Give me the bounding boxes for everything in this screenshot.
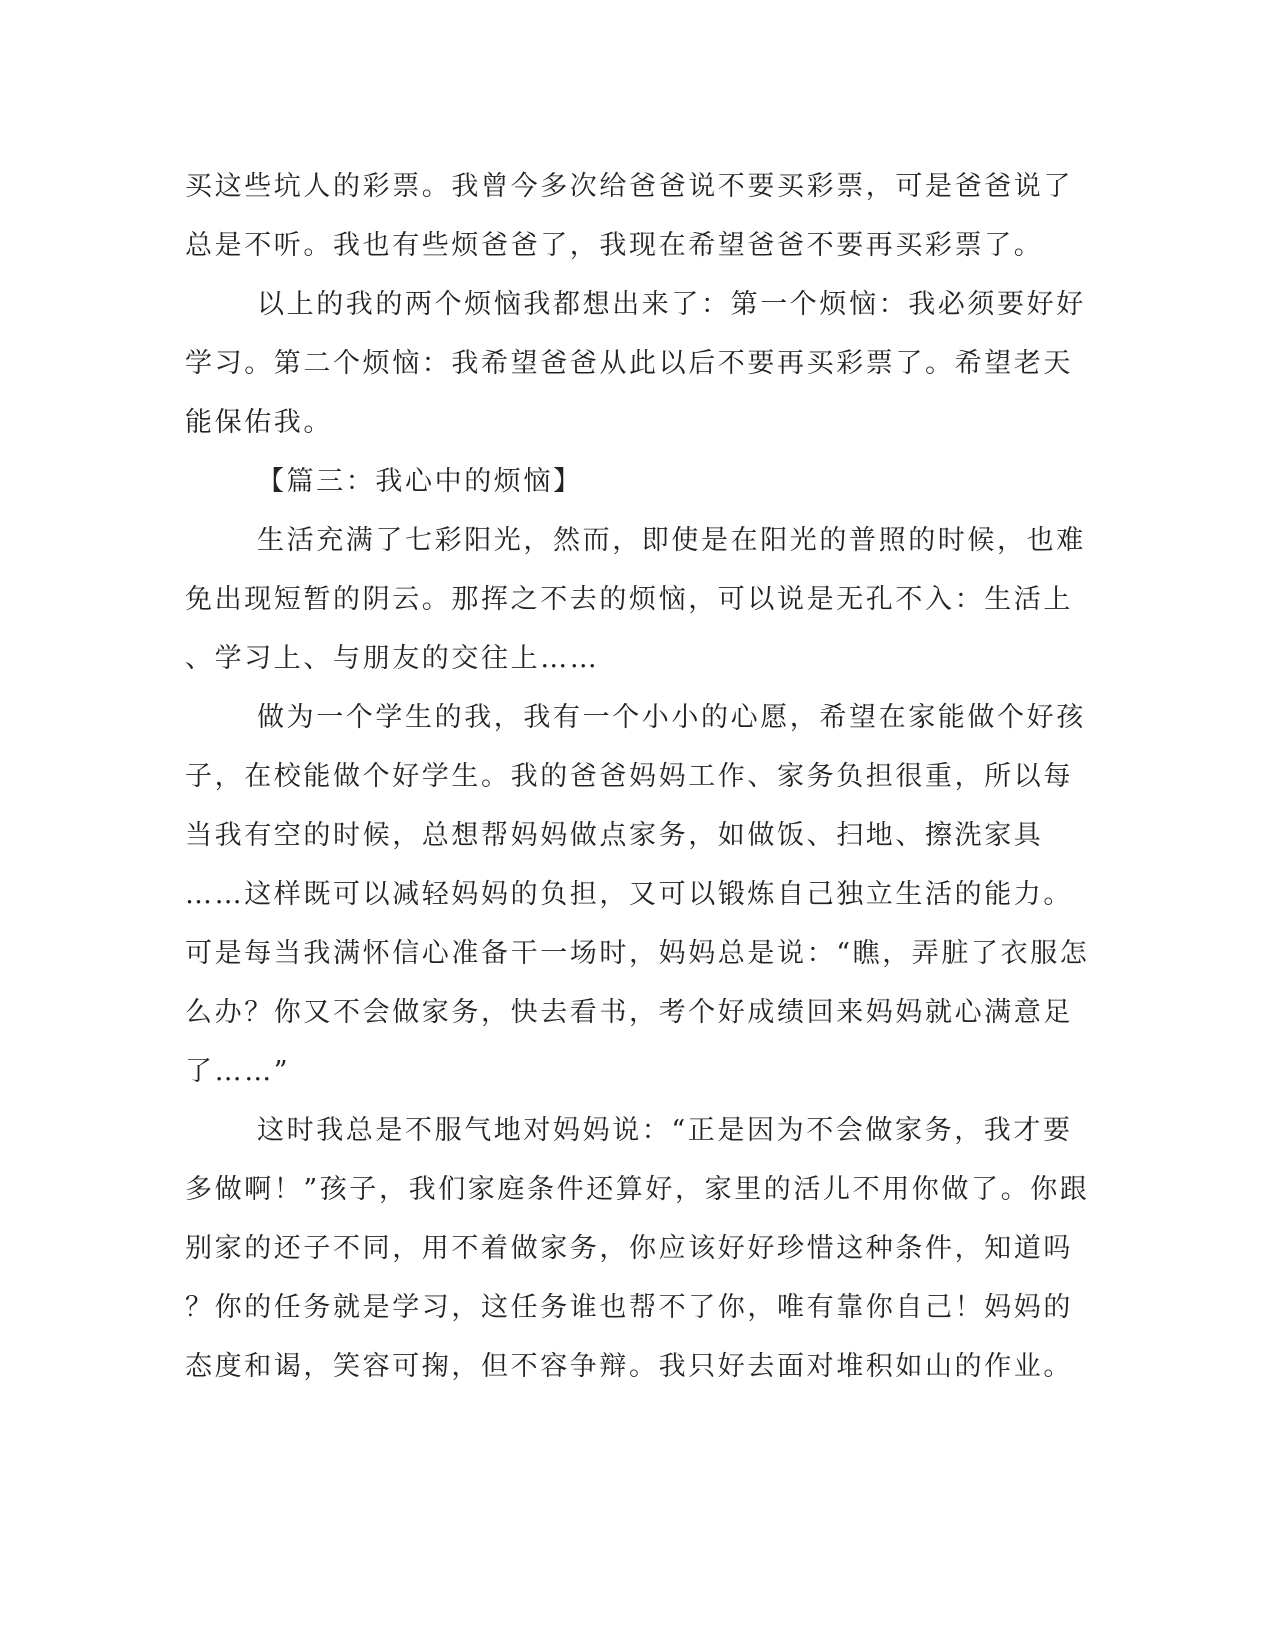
text-line-12: 当我有空的时候，总想帮妈妈做点家务，如做饭、扫地、擦洗家具: [185, 820, 1044, 851]
section-heading: 【篇三：我心中的烦恼】: [257, 466, 583, 497]
text-line-20: ？你的任务就是学习，这任务谁也帮不了你，唯有靠你自己！妈妈的: [185, 1292, 1073, 1323]
text-line-15: 么办？你又不会做家务，快去看书，考个好成绩回来妈妈就心满意足: [185, 997, 1073, 1028]
text-line-2: 总是不听。我也有些烦爸爸了，我现在希望爸爸不要再买彩票了。: [185, 230, 1044, 261]
text-line-13: ……这样既可以减轻妈妈的负担，又可以锻炼自己独立生活的能力。: [185, 879, 1073, 910]
text-line-10: 做为一个学生的我，我有一个小小的心愿，希望在家能做个好孩: [257, 702, 1086, 733]
text-line-16: 了……”: [185, 1056, 291, 1087]
text-line-3: 以上的我的两个烦恼我都想出来了：第一个烦恼：我必须要好好: [257, 289, 1086, 320]
text-line-18: 多做啊！”孩子，我们家庭条件还算好，家里的活儿不用你做了。你跟: [185, 1174, 1090, 1205]
text-line-14: 可是每当我满怀信心准备干一场时，妈妈总是说：“瞧，弄脏了衣服怎: [185, 938, 1090, 969]
text-line-17: 这时我总是不服气地对妈妈说：“正是因为不会做家务，我才要: [257, 1115, 1073, 1146]
text-line-7: 生活充满了七彩阳光，然而，即使是在阳光的普照的时候，也难: [257, 525, 1086, 556]
text-line-5: 能保佑我。: [185, 407, 333, 438]
document-body: [185, 157, 1090, 1396]
text-line-19: 别家的还子不同，用不着做家务，你应该好好珍惜这种条件，知道吗: [185, 1233, 1073, 1264]
text-line-1: 买这些坑人的彩票。我曾今多次给爸爸说不要买彩票，可是爸爸说了: [185, 171, 1073, 202]
text-line-9: 、学习上、与朋友的交往上……: [185, 643, 600, 674]
text-line-21: 态度和谒，笑容可掬，但不容争辩。我只好去面对堆积如山的作业。: [185, 1351, 1073, 1382]
text-line-4: 学习。第二个烦恼：我希望爸爸从此以后不要再买彩票了。希望老天: [185, 348, 1073, 379]
text-line-8: 免出现短暂的阴云。那挥之不去的烦恼，可以说是无孔不入：生活上: [185, 584, 1073, 615]
text-line-11: 子，在校能做个好学生。我的爸爸妈妈工作、家务负担很重，所以每: [185, 761, 1073, 792]
